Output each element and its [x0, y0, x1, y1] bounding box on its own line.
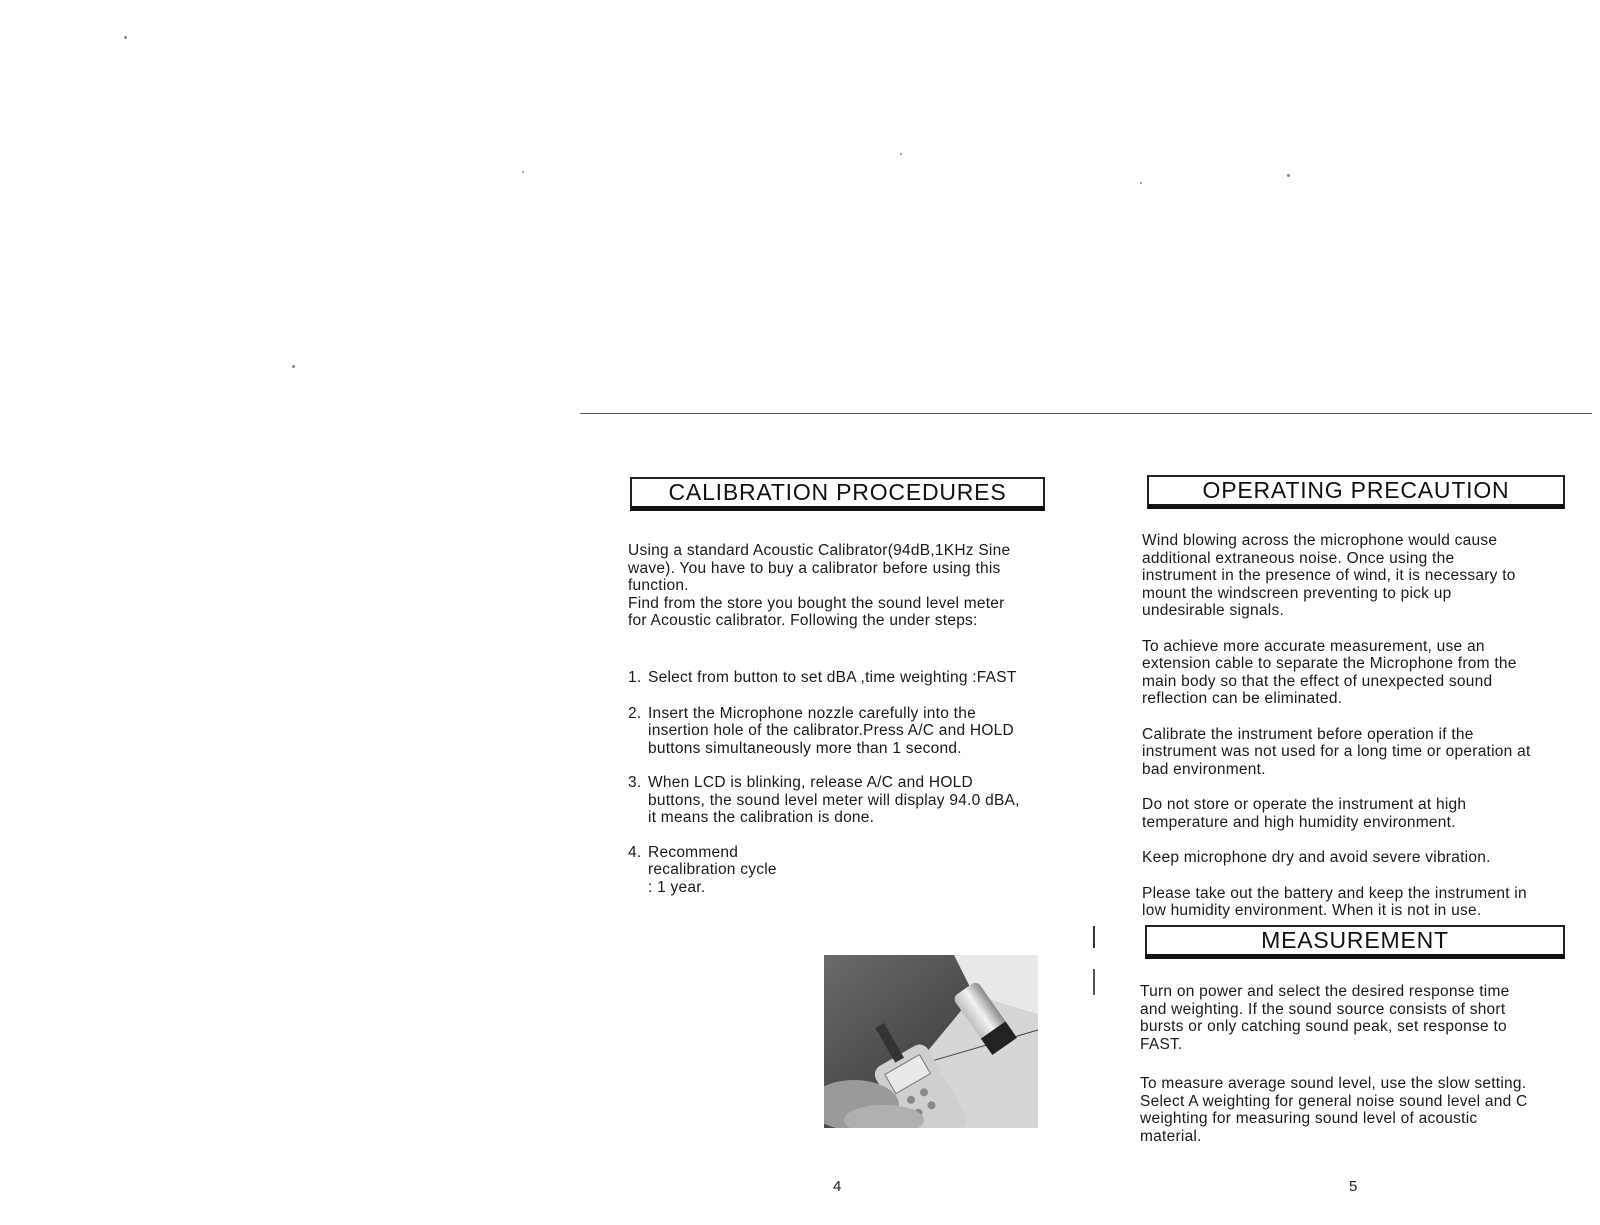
- measurement-paragraph: Turn on power and select the desired response time and weighting. If the sound source consists of short bursts or only catching sound peak, set response to FAST.: [1140, 983, 1510, 1053]
- gutter-mark: [1093, 926, 1095, 948]
- calibrator-photo-illustration: [824, 955, 1038, 1128]
- measurement-heading: MEASUREMENT: [1145, 925, 1565, 959]
- step-number: 4.: [628, 843, 642, 861]
- calibrator-photo: [824, 955, 1038, 1128]
- measurement-paragraph: To measure average sound level, use the slow setting. Select A weighting for general noise sound level and C weighting for measuring sound level of acoustic material.: [1140, 1075, 1528, 1145]
- precaution-paragraph: Keep microphone dry and avoid severe vibration.: [1142, 849, 1491, 866]
- step-number: 1.: [628, 669, 642, 686]
- calibration-step: [628, 669, 1058, 687]
- calibration-intro-text: Using a standard Acoustic Calibrator(94dB,1KHz Sine wave). You have to buy a calibrator before using this function. Find from the store you bought the sound level meter for Acoustic calibrator. Following the under steps:: [628, 542, 1011, 629]
- scan-speck: [1287, 174, 1290, 177]
- top-divider-rule: [580, 413, 1592, 414]
- precaution-paragraph: Wind blowing across the microphone would cause additional extraneous noise. Once using the instrument in the presence of wind, it is necessary to mount the windscreen preventing to pick up undesirable signals.: [1142, 532, 1516, 619]
- operating-precautions: [1142, 532, 1592, 920]
- step-text: Recommend recalibration cycle : 1 year.: [648, 843, 777, 896]
- page-number-right: 5: [1349, 1178, 1358, 1195]
- precaution-paragraph: Do not store or operate the instrument at high temperature and high humidity environment.: [1142, 796, 1467, 831]
- step-number: 2.: [628, 704, 642, 722]
- step-number: 3.: [628, 774, 642, 791]
- calibration-step: [628, 844, 1058, 897]
- precaution-paragraph: To achieve more accurate measurement, use an extension cable to separate the Microphone from the main body so that the effect of unexpected sound reflection can be eliminated.: [1142, 637, 1517, 707]
- scan-speck: [124, 36, 127, 39]
- page-number-left: 4: [833, 1178, 842, 1195]
- calibration-step: [628, 774, 1058, 827]
- gutter-mark: [1093, 969, 1095, 995]
- precaution-paragraph: Please take out the battery and keep the instrument in low humidity environment. When it is not in use.: [1142, 884, 1527, 919]
- scan-speck: [1140, 182, 1142, 184]
- step-text: Insert the Microphone nozzle carefully into the insertion hole of the calibrator.Press A/C and HOLD buttons simultaneously more than 1 second.: [648, 704, 1014, 757]
- scan-speck: [292, 365, 295, 368]
- precaution-paragraph: Calibrate the instrument before operation if the instrument was not used for a long time or operation at bad environment.: [1142, 725, 1531, 778]
- calibration-step: [628, 705, 1058, 758]
- operating-precaution-heading: OPERATING PRECAUTION: [1147, 475, 1565, 509]
- measurement-section: [1140, 983, 1592, 1145]
- calibration-heading: CALIBRATION PROCEDURES: [630, 477, 1045, 511]
- step-text: Select from button to set dBA ,time weighting :FAST: [648, 669, 1017, 686]
- calibration-intro: [628, 542, 1058, 630]
- step-text: When LCD is blinking, release A/C and HOLD buttons, the sound level meter will display 94.0 dBA, it means the calibration is done.: [648, 774, 1020, 826]
- calibration-steps: [628, 669, 1058, 896]
- scan-speck: [900, 153, 902, 155]
- scan-speck: [522, 171, 524, 173]
